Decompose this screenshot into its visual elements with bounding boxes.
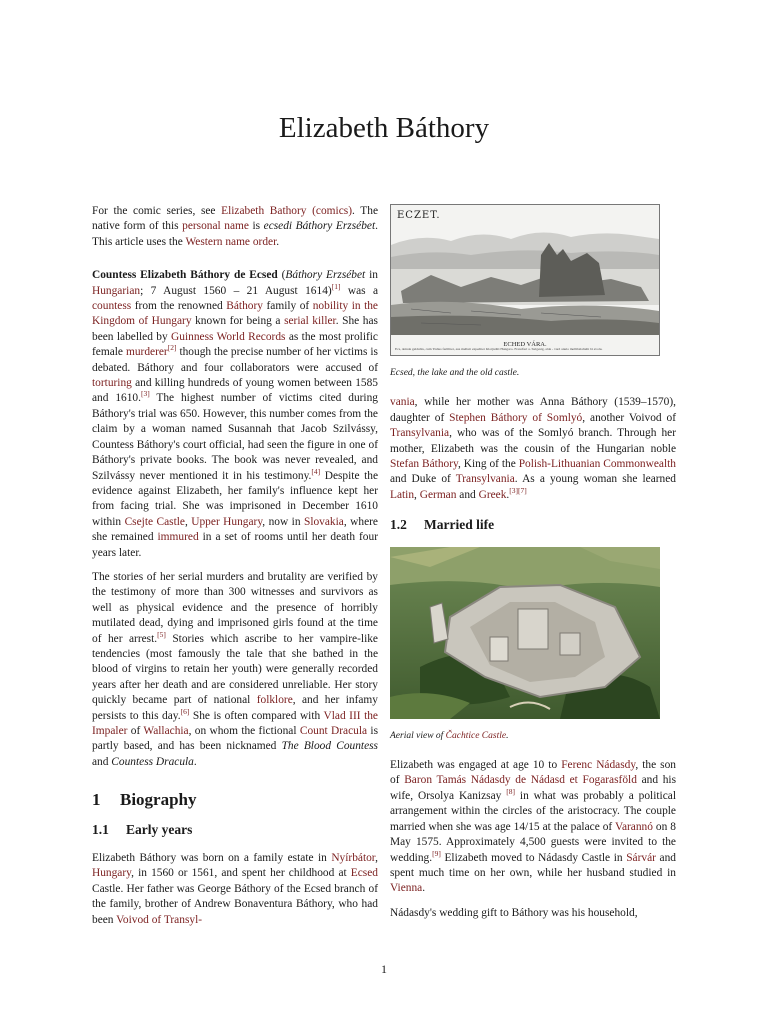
text: ; 7 August 1560 – 21 August 1614)	[140, 284, 332, 297]
link-bathory[interactable]: Báthory	[226, 300, 263, 313]
text: For the comic series, see	[92, 205, 222, 217]
link-voivod-of-transylvania[interactable]: Voivod of Transyl-	[116, 913, 203, 926]
citation[interactable]: [9]	[432, 848, 441, 858]
text: is partly based, and has been nicknamed	[92, 725, 379, 753]
link-wallachia[interactable]: Wallachia	[143, 725, 189, 737]
text: .	[422, 882, 426, 895]
text: , while her mother was Anna Báthory (1539–1570), daughter of	[390, 396, 676, 424]
text: Aerial view of	[390, 730, 446, 741]
text: , and her infamy persists to this day.	[92, 694, 378, 722]
subsection-heading-married-life	[390, 517, 676, 532]
wedding-gift-paragraph: Nádasdy's wedding gift to Báthory was his household,	[390, 906, 638, 919]
native-name: ecsedi Báthory Erzsébet	[263, 220, 376, 233]
link-baron-tamas-nadasdy[interactable]: Baron Tamás Nádasdy de Nádasd et Fogarasföld	[404, 774, 637, 787]
page-number: 1	[381, 962, 387, 976]
text: Elizabeth was engaged at age 10 to	[390, 759, 562, 772]
link-vienna[interactable]: Vienna	[390, 882, 423, 895]
link-latin[interactable]: Latin	[390, 488, 415, 501]
citation[interactable]: [6]	[180, 706, 190, 716]
section-title: Biography	[120, 790, 197, 810]
engraving-header: ECZET.	[397, 210, 441, 221]
text: and	[92, 755, 112, 768]
text: , on whom the fictional	[188, 725, 300, 737]
marriage-paragraph	[390, 758, 676, 897]
text: Despite the evidence against Elizabeth, her family's influence kept her from facing trial. She was imprisoned in December 1610 within	[92, 469, 379, 528]
text: on 8 May 1575. Approximately 4,500 guests were invited to the wedding.	[390, 820, 676, 864]
link-personal-name[interactable]: personal name	[182, 220, 249, 233]
text: . The native form of this	[92, 205, 378, 233]
family-paragraph	[390, 395, 676, 503]
text: , who was of the Somlyó branch. Through her mother, Elizabeth was the cousin of the Hungarian noble	[390, 427, 676, 455]
text: , now in	[262, 515, 304, 528]
subsection-number: 1.2	[390, 517, 407, 533]
nickname: Countess Dracula	[111, 755, 194, 768]
citation[interactable]: [3]	[140, 389, 150, 399]
link-german[interactable]: German	[419, 488, 457, 501]
figure-caption: Ecsed, the lake and the old castle.	[390, 368, 520, 378]
link-murderer[interactable]: murderer	[125, 346, 168, 359]
text: , in 1560 or 1561, and spent her childhood at	[131, 867, 351, 880]
link-greek[interactable]: Greek	[478, 488, 507, 501]
legacy-paragraph	[92, 570, 378, 770]
link-ecsed[interactable]: Ecsed	[350, 867, 378, 880]
text: and killing hundreds of young women between 1585 and 1610.	[92, 377, 378, 405]
text: . As a young woman she learned	[514, 473, 676, 486]
text: and	[456, 488, 479, 501]
text: Stories which ascribe to her vampire-like tendencies (most famously the tale that she bathed in the blood of virgins to retain her youth) were generally recorded years after her death and are considered unreliable. Her story quickly became part of national	[92, 632, 378, 707]
link-transylvania[interactable]: Transylvania	[390, 427, 450, 440]
text: known for being a	[191, 315, 285, 328]
aerial-castle-photo[interactable]	[390, 547, 660, 719]
text: .	[193, 755, 197, 768]
link-stefan-bathory[interactable]: Stefan Báthory	[390, 458, 458, 471]
link-western-name-order[interactable]: Western name order	[185, 235, 277, 248]
subsection-title: Married life	[424, 517, 495, 533]
text: of	[127, 725, 144, 737]
text: from the renowned	[131, 300, 227, 313]
text: , King of the	[457, 458, 519, 471]
figure-ecsed	[390, 204, 676, 381]
link-count-dracula[interactable]: Count Dracula	[299, 725, 368, 737]
text: , another Voivod of	[582, 411, 676, 424]
link-ferenc-nadasdy[interactable]: Ferenc Nádasdy	[561, 759, 636, 772]
section-number: 1	[92, 790, 101, 810]
link-hungarian[interactable]: Hungarian	[92, 284, 141, 297]
link-nobility[interactable]: nobility in the Kingdom of Hungary	[92, 300, 378, 328]
engraving-illustration	[391, 205, 659, 355]
text: as the most prolific female	[92, 330, 378, 359]
link-polish-lithuanian[interactable]: Polish-Lithuanian Commonwealth	[518, 458, 676, 471]
text: . This article uses the	[92, 220, 378, 248]
early-years-paragraph	[92, 851, 378, 928]
engraving-fine-print: Ecs, deinde geldubis, cum Tisbus fertiliter, aus melluit expediter Klotjnditi Hungaro. Francfurt a. Sulgestg, alde - vard anulo mellibalabulit bi evolu.	[395, 347, 603, 351]
engraving-image[interactable]	[390, 204, 660, 356]
citation[interactable]: [1]	[331, 281, 341, 291]
link-immured[interactable]: immured	[157, 531, 199, 544]
text: ,	[414, 488, 420, 501]
link-stephen-bathory[interactable]: Stephen Báthory of Somlyó	[449, 411, 583, 424]
text: She is often compared with	[189, 709, 324, 722]
link-transylvania-2[interactable]: Transylvania	[455, 473, 515, 486]
link-cachtice-castle[interactable]: Čachtice Castle	[445, 730, 507, 741]
text: Castle. Her father was George Báthory of the Ecsed branch of the family, brother of Andrew Bonaventura Báthory, who had been	[92, 882, 378, 926]
text: is	[248, 220, 264, 233]
link-upper-hungary[interactable]: Upper Hungary	[191, 515, 263, 528]
intro-paragraph	[92, 268, 378, 561]
text: and his wife, Orsolya Kanizsay	[390, 774, 677, 802]
link-folklore[interactable]: folklore	[256, 694, 293, 707]
text: . She has been labelled by	[92, 315, 378, 343]
text: though the precise number of her victims is debated. Báthory and four collaborators were accused of	[92, 346, 378, 374]
nickname: The Blood Countess	[281, 740, 378, 753]
subsection-number: 1.1	[92, 821, 109, 837]
link-guinness[interactable]: Guinness World Records	[171, 330, 286, 343]
citation[interactable]: [5]	[157, 629, 166, 639]
link-csejte-castle[interactable]: Csejte Castle	[124, 515, 185, 528]
text: in what was probably a political arrangement within the circles of the aristocracy. The couple married when she was age 14/15 at the palace of	[390, 789, 676, 833]
text: , where she remained	[92, 515, 378, 544]
link-elizabeth-bathory-comics[interactable]: Elizabeth Bathory (comics)	[221, 205, 352, 217]
text: .	[276, 235, 280, 248]
text: and spent much time on her own, while her husband studied in	[390, 851, 676, 879]
link-vania[interactable]: vania	[390, 396, 415, 409]
text: , the son of	[390, 759, 676, 787]
citation[interactable]: [3][7]	[509, 486, 527, 496]
link-hungary[interactable]: Hungary	[92, 867, 132, 880]
text: (	[277, 269, 286, 282]
page-title: Elizabeth Báthory	[278, 112, 490, 144]
link-vlad-iii[interactable]: Vlad III the Impaler	[92, 709, 378, 737]
figure-caption	[390, 729, 676, 744]
text: Elizabeth Báthory was born on a family estate in	[92, 852, 332, 865]
text: The highest number of victims cited during Báthory's trial was 650. However, this number comes from the claim by a woman named Susannah that Jacob Szilvássy, Countess Báthory's court official, had seen the figure in one of Báthory's private books. The book was never revealed, and Szilvássy never mentioned it in his testimony.	[92, 392, 378, 482]
link-torturing[interactable]: torturing	[92, 377, 132, 390]
citation[interactable]: [4]	[311, 466, 321, 476]
hatnote	[92, 204, 378, 250]
text: in	[365, 269, 378, 282]
right-column	[390, 204, 676, 930]
text: family of	[262, 300, 313, 313]
text: was a	[340, 284, 379, 297]
text: .	[506, 488, 510, 501]
italic-name: Báthory Erzsébet	[285, 269, 366, 282]
link-nyirbator[interactable]: Nyírbátor	[331, 852, 376, 865]
text: Elizabeth moved to Nádasdy Castle in	[440, 851, 627, 864]
bold-name: Countess Elizabeth Báthory de Ecsed	[92, 269, 278, 282]
subsection-title: Early years	[126, 821, 193, 837]
text: ,	[375, 852, 378, 865]
text: ,	[184, 515, 192, 528]
citation[interactable]: [8]	[506, 787, 515, 797]
engraving-footer: ECHED VÁRA.	[503, 341, 547, 348]
citation[interactable]: [2]	[167, 343, 177, 353]
section-heading-biography	[92, 790, 378, 810]
link-countess[interactable]: countess	[92, 300, 132, 313]
figure-cachtice	[390, 547, 676, 744]
left-column	[92, 204, 378, 937]
subsection-heading-early-years	[92, 822, 378, 837]
link-serial-killer[interactable]: serial killer	[284, 315, 336, 328]
link-sarvar[interactable]: Sárvár	[626, 851, 656, 864]
text: The stories of her serial murders and brutality are verified by the testimony of more than 300 witnesses and survivors as well as physical evidence and the presence of horribly mutilated dead, dying and imprisoned girls found at the time of her arrest.	[92, 570, 378, 645]
link-slovakia[interactable]: Slovakia	[303, 515, 344, 528]
text: in a set of rooms until her death four years later.	[92, 531, 378, 559]
text: and Duke of	[390, 473, 456, 486]
text: .	[506, 730, 509, 741]
link-varanno[interactable]: Varannó	[615, 820, 653, 833]
